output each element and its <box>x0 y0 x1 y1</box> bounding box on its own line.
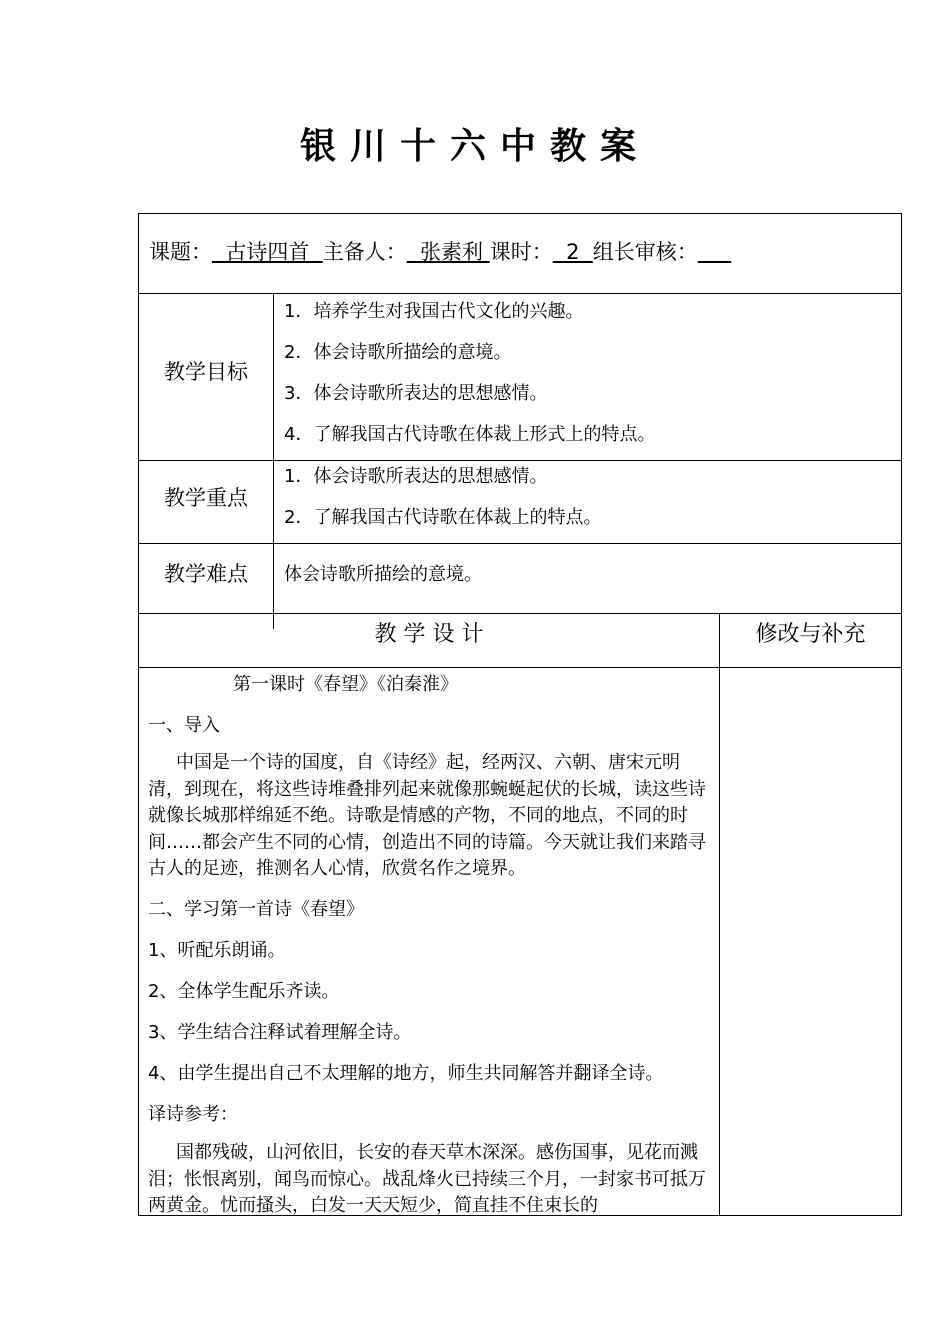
header-line <box>149 236 731 266</box>
preparer-value: 张素利 <box>406 240 490 264</box>
step-item: 1、听配乐朗诵。 <box>148 940 286 961</box>
difficulties-label: 教学难点 <box>164 562 248 586</box>
review-value <box>698 240 731 264</box>
review-label: 组长审核： <box>592 240 698 264</box>
design-header: 教 学 设 计 <box>374 622 484 647</box>
preparer-label: 主备人： <box>322 240 407 264</box>
difficulties-text: 体会诗歌所描绘的意境。 <box>284 564 482 585</box>
goals-label: 教学目标 <box>164 360 248 384</box>
step-item: 3、学生结合注释试着理解全诗。 <box>148 1022 412 1043</box>
goal-item: 1．培养学生对我国古代文化的兴趣。 <box>284 301 584 322</box>
key-point-item: 2．了解我国古代诗歌在体裁上的特点。 <box>284 507 602 528</box>
topic-value: 古诗四首 <box>212 240 323 264</box>
hours-value: 2 <box>552 240 593 264</box>
key-points-label: 教学重点 <box>164 486 248 510</box>
topic-label: 课题： <box>149 240 212 264</box>
step-item: 4、由学生提出自己不太理解的地方，师生共同解答并翻译全诗。 <box>148 1063 664 1084</box>
section-study-heading: 二、学习第一首诗《春望》 <box>148 899 364 920</box>
translation-paragraph: 国都残破，山河依旧，长安的春天草木深深。感伤国事，见花而溅泪；怅恨离别，闻鸟而惊心。战乱烽火已持续三个月，一封家书可抵万两黄金。忧而搔头，白发一天天短少，简直挂不住束长的 <box>148 1142 706 1216</box>
section-intro-heading: 一、导入 <box>148 715 220 736</box>
step-item: 2、全体学生配乐齐读。 <box>148 981 340 1002</box>
revise-header: 修改与补充 <box>755 622 866 647</box>
hours-label: 课时： <box>489 240 553 264</box>
key-point-item: 1．体会诗歌所表达的思想感情。 <box>284 466 548 487</box>
reference-label: 译诗参考： <box>148 1104 238 1125</box>
lesson-title: 第一课时《春望》《泊秦淮》 <box>233 674 458 695</box>
header-row <box>138 213 902 294</box>
goal-item: 3．体会诗歌所表达的思想感情。 <box>284 383 548 404</box>
goal-item: 4．了解我国古代诗歌在体裁上形式上的特点。 <box>284 424 656 445</box>
page-title: 银川十六中教案 <box>299 126 650 167</box>
goal-item: 2．体会诗歌所描绘的意境。 <box>284 342 512 363</box>
intro-paragraph: 中国是一个诗的国度，自《诗经》起，经两汉、六朝、唐宋元明清，到现在，将这些诗堆叠排列起来就像那蜿蜒起伏的长城，读这些诗就像长城那样绵延不绝。诗歌是情感的产物，不同的地点，不同的时间……都会产生不同的心情，创造出不同的诗篇。今天就让我们来踏寻古人的足迹，推测名人心情，欣赏名作之境界。 <box>148 752 706 879</box>
